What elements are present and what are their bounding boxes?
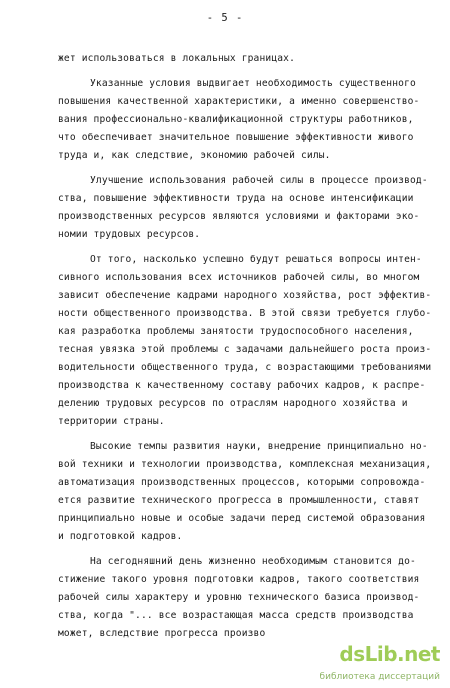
text-line: Улучшение использования рабочей силы в процессе производ- xyxy=(90,175,428,186)
text-line: Указанные условия выдвигает необходимость существенного xyxy=(90,78,416,89)
text-line: рабочей силы характеру и уровню технического базиса производ- xyxy=(58,592,420,603)
text-line: повышения качественной характеристики, а именно совершенство- xyxy=(58,96,420,107)
dslib-watermark xyxy=(319,642,440,682)
text-line: что обеспечивает значительное повышение эффективности живого xyxy=(58,132,414,143)
text-line: делению трудовых ресурсов по отраслям народного хозяйства и xyxy=(58,398,408,409)
text-line: сивного использования всех источников рабочей силы, во многом xyxy=(58,272,420,283)
text-line: стижение такого уровня подготовки кадров, такого соответствия xyxy=(58,574,420,585)
dslib-subtitle: библиотека диссертаций xyxy=(319,672,440,682)
text-line: ности общественного производства. В этой связи требуется глубо- xyxy=(58,308,432,319)
text-line: автоматизация производственных процессов, которыми сопровожда- xyxy=(58,477,426,488)
text-line: На сегодняшний день жизненно необходимым становится до- xyxy=(90,556,416,567)
text-line: может, вследствие прогресса произво xyxy=(58,628,266,639)
text-line: номии трудовых ресурсов. xyxy=(58,229,201,240)
text-line: и подготовкой кадров. xyxy=(58,531,183,542)
text-line: ства, повышение эффективности труда на основе интенсификации xyxy=(58,193,414,204)
text-line: кая разработка проблемы занятости трудоспособного населения, xyxy=(58,326,414,337)
dslib-logo: dsLib.net xyxy=(339,642,440,666)
text-line: водительности общественного труда, с возрастающими требованиями xyxy=(58,362,432,373)
text-line: ется развитие технического прогресса в промышленности, ставят xyxy=(58,495,420,506)
text-line: От того, насколько успешно будут решаться вопросы интен- xyxy=(90,254,422,265)
text-line: Высокие темпы развития науки, внедрение принципиально но- xyxy=(90,441,428,452)
text-line: территории страны. xyxy=(58,416,165,427)
text-line: вания профессионально-квалификационной структуры работников, xyxy=(58,114,414,125)
text-line: принципиально новые и особые задачи перед системой образования xyxy=(58,513,426,524)
text-line: жет использоваться в локальных границах. xyxy=(58,53,296,64)
text-line: вой техники и технологии производства, комплексная механизация, xyxy=(58,459,432,470)
text-line: производственных ресурсов являются условиями и факторами эко- xyxy=(58,211,420,222)
text-line: труда и, как следствие, экономию рабочей силы. xyxy=(58,150,331,161)
text-line: ства, когда "... все возрастающая масса средств производства xyxy=(58,610,414,621)
text-line: зависит обеспечение кадрами народного хозяйства, рост эффектив- xyxy=(58,290,432,301)
text-line: производства к качественному составу рабочих кадров, к распре- xyxy=(58,380,426,391)
page-number: - 5 - xyxy=(206,12,244,24)
text-line: тесная увязка этой проблемы с задачами дальнейшего роста произ- xyxy=(58,344,432,355)
